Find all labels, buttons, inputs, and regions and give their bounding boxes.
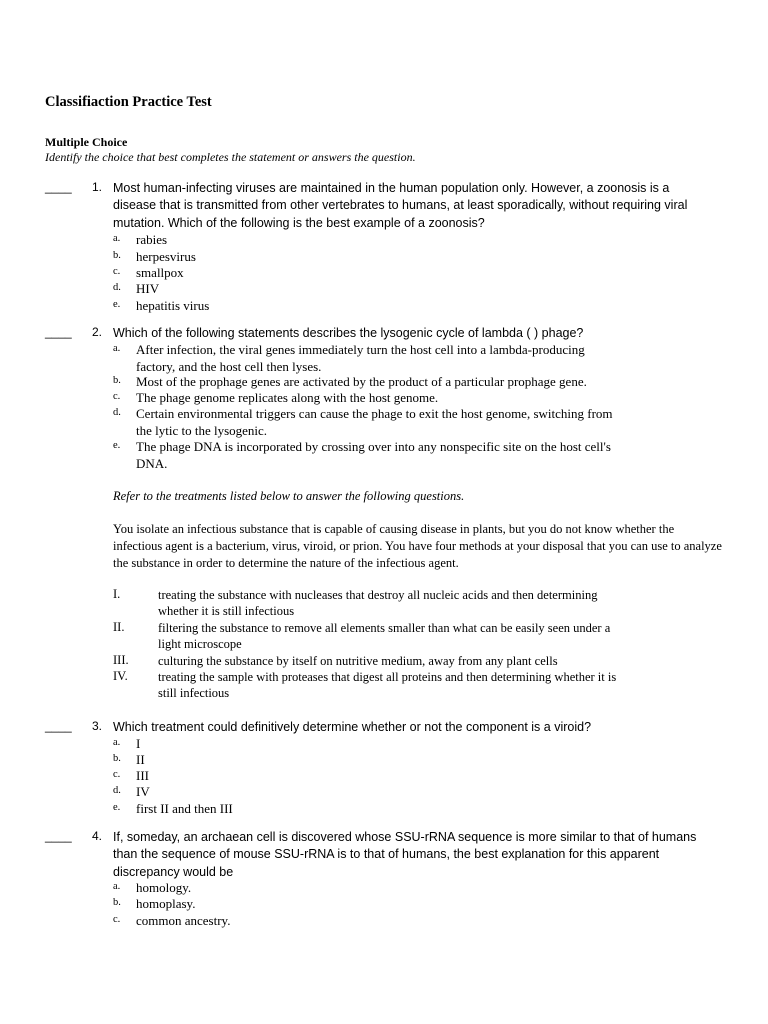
- option-text: The phage genome replicates along with the host genome.: [136, 390, 439, 405]
- option-text: The phage DNA is incorporated by crossing over into any nonspecific site on the host cell's DNA.: [136, 439, 611, 471]
- treatment-text: treating the substance with nucleases that destroy all nucleic acids and then determining whether it is still infectious: [158, 588, 598, 619]
- answer-blank[interactable]: ____: [45, 325, 72, 339]
- option-text: homology.: [136, 880, 192, 895]
- treatment-numeral: III.: [113, 653, 129, 667]
- option-text: IV: [136, 784, 150, 799]
- option-letter: a.: [113, 881, 121, 892]
- question-stem: Which of the following statements describes the lysogenic cycle of lambda ( ) phage?: [113, 326, 584, 340]
- option-letter: b.: [113, 897, 121, 908]
- option-text: III: [136, 768, 149, 783]
- option-letter: c.: [113, 914, 121, 925]
- question-number: 3.: [91, 719, 102, 733]
- option-letter: b.: [113, 753, 121, 764]
- option-letter: e.: [113, 299, 121, 310]
- option-text: smallpox: [136, 265, 184, 280]
- option-letter: e.: [113, 440, 121, 451]
- option-letter: c.: [113, 391, 121, 402]
- question-number: 1.: [91, 180, 102, 194]
- option-text: I: [136, 736, 141, 751]
- answer-blank[interactable]: ____: [45, 719, 72, 733]
- question-stem: Most human-infecting viruses are maintained in the human population only. However, a zoonosis is a disease that is transmitted from other vertebrates to humans, at least sporadically, without requiring viral mutation. Which of the following is the best example of a zoonosis?: [113, 181, 688, 230]
- treatment-numeral: II.: [113, 620, 125, 634]
- option-text: Certain environmental triggers can cause the phage to exit the host genome, switching from the lytic to the lysogenic.: [136, 406, 613, 438]
- option-letter: a.: [113, 343, 121, 354]
- section-heading: Multiple Choice: [45, 135, 128, 149]
- option-text: HIV: [136, 281, 160, 296]
- option-text: common ancestry.: [136, 913, 231, 928]
- refer-note: Refer to the treatments listed below to answer the following questions.: [113, 489, 465, 503]
- question-number: 2.: [91, 325, 102, 339]
- answer-blank[interactable]: ____: [45, 829, 72, 843]
- answer-blank[interactable]: ____: [45, 180, 72, 194]
- treatment-text: culturing the substance by itself on nutritive medium, away from any plant cells: [158, 654, 558, 668]
- option-text: rabies: [136, 232, 168, 247]
- option-letter: d.: [113, 785, 121, 796]
- option-letter: b.: [113, 250, 121, 261]
- option-text: After infection, the viral genes immediately turn the host cell into a lambda-producing factory, and the host cell then lyses.: [136, 342, 585, 374]
- scenario-paragraph: You isolate an infectious substance that is capable of causing disease in plants, but you do not know whether the infectious agent is a bacterium, virus, viroid, or prion. You have four methods at your disposal that you can use to analyze the substance in order to determine the nature of the infectious agent.: [113, 522, 722, 570]
- option-letter: d.: [113, 407, 121, 418]
- treatment-numeral: IV.: [113, 669, 128, 683]
- question-stem: Which treatment could definitively determine whether or not the component is a viroid?: [113, 720, 592, 734]
- option-text: Most of the prophage genes are activated by the product of a particular prophage gene.: [136, 374, 587, 389]
- treatment-text: filtering the substance to remove all elements smaller than what can be easily seen under a light microscope: [158, 621, 611, 652]
- page-title: Classifiaction Practice Test: [45, 94, 212, 110]
- treatment-text: treating the sample with proteases that digest all proteins and then determining whether it is still infectious: [158, 670, 617, 701]
- option-text: homoplasy.: [136, 896, 196, 911]
- option-text: herpesvirus: [136, 249, 196, 264]
- option-letter: e.: [113, 802, 121, 813]
- question-number: 4.: [91, 829, 102, 843]
- option-letter: d.: [113, 282, 121, 293]
- option-letter: a.: [113, 233, 121, 244]
- option-letter: a.: [113, 737, 121, 748]
- option-letter: c.: [113, 769, 121, 780]
- option-letter: c.: [113, 266, 121, 277]
- section-instructions: Identify the choice that best completes the statement or answers the question.: [45, 150, 416, 164]
- treatment-numeral: I.: [113, 587, 121, 601]
- option-text: II: [136, 752, 145, 767]
- question-stem: If, someday, an archaean cell is discovered whose SSU-rRNA sequence is more similar to that of humans than the sequence of mouse SSU-rRNA is to that of humans, the best explanation for this apparent discrepancy would be: [113, 830, 697, 879]
- option-text: hepatitis virus: [136, 298, 210, 313]
- option-letter: b.: [113, 375, 121, 386]
- option-text: first II and then III: [136, 801, 233, 816]
